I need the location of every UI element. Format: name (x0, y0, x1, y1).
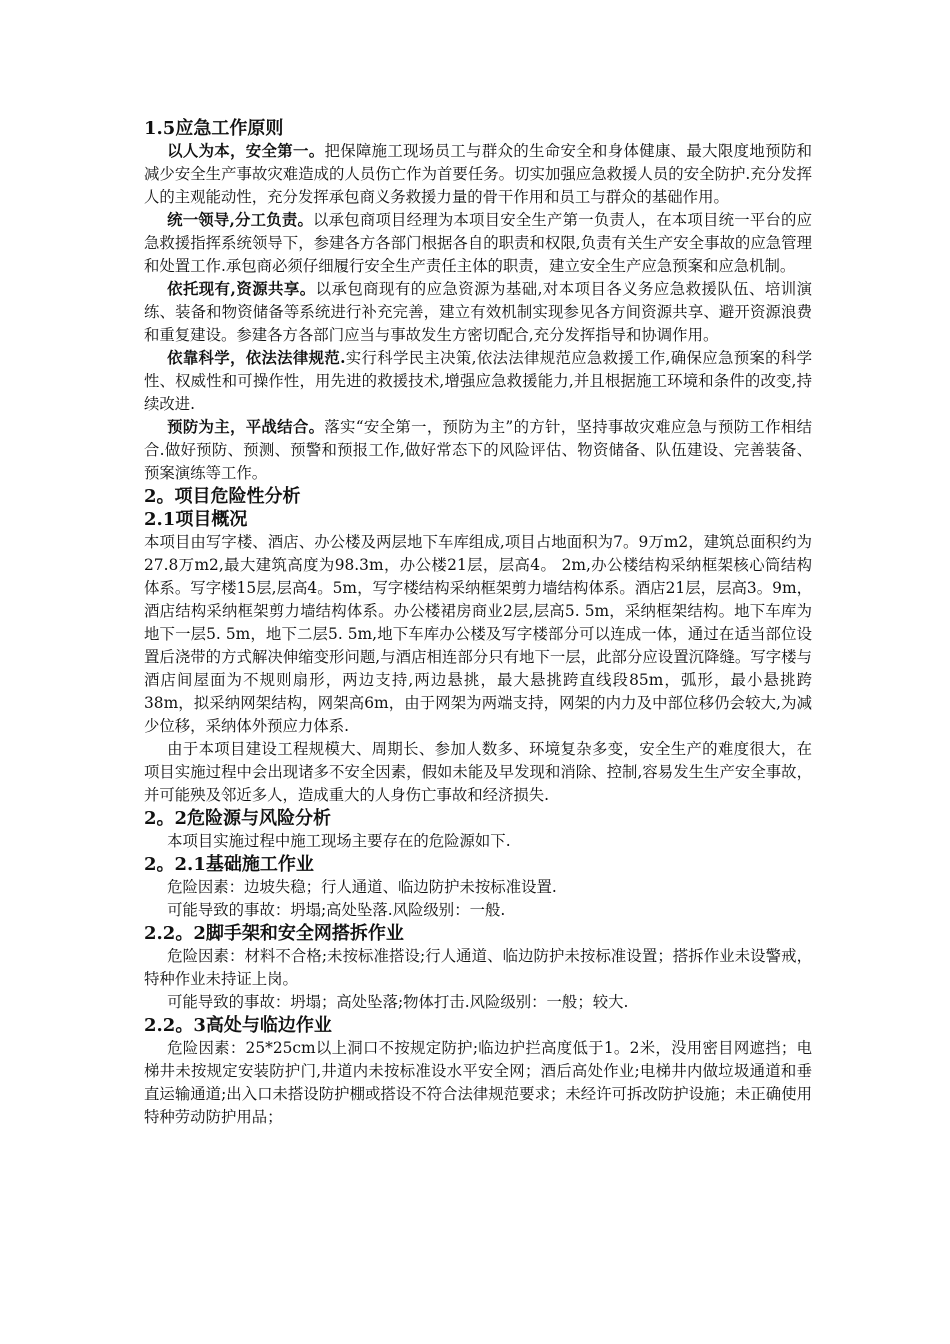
paragraph (144, 140, 812, 209)
section-heading: 2.2。3高处与临边作业 (144, 1015, 332, 1036)
paragraph (144, 830, 812, 853)
paragraph (144, 899, 812, 922)
paragraph-text: 可能导致的事故：坍塌;高处坠落.风险级别：一般. (167, 901, 506, 919)
paragraph (144, 991, 812, 1014)
paragraph (144, 278, 812, 347)
paragraph-text: 实行科学民主决策,依法法律规范应急救援工作,确保应急预案的科学性、权威性和可操作性，用先进的救援技术,增强应急救援能力,并且根据施工环境和条件的改变,持续改进. (144, 349, 812, 413)
paragraph (144, 531, 812, 738)
paragraph-text: 危险因素：边坡失稳；行人通道、临边防护未按标准设置. (167, 878, 557, 896)
section-heading: 1.5应急工作原则 (144, 118, 284, 139)
paragraph (144, 876, 812, 899)
paragraph-lead: 依靠科学，依法法律规范. (167, 349, 346, 367)
paragraph-lead: 统一领导,分工负责。 (167, 211, 314, 229)
paragraph-text: 危险因素：25*25cm以上洞口不按规定防护;临边护拦高度低于1。2米，没用密目网遮挡；电梯井未按规定安装防护门,井道内未按标准设水平安全网；酒后高处作业;电梯井内做垃圾通道和垂直运输通道;出入口未搭设防护棚或搭设不符合法律规范要求；未经许可拆改防护设施；未正确使用特种劳动防护用品； (144, 1039, 812, 1126)
paragraph-lead: 依托现有,资源共享。 (167, 280, 316, 298)
section-heading: 2.1项目概况 (144, 509, 248, 530)
paragraph-text: 危险因素：材料不合格;未按标准搭设;行人通道、临边防护未按标准设置；搭拆作业未设警戒，特种作业未持证上岗。 (144, 947, 812, 988)
section-heading: 2。2危险源与风险分析 (144, 808, 332, 829)
paragraph-lead: 预防为主，平战结合。 (167, 418, 325, 436)
section-heading: 2.2。2脚手架和安全网搭拆作业 (144, 923, 404, 944)
paragraph (144, 416, 812, 485)
paragraph-text: 以承包商项目经理为本项目安全生产第一负责人，在本项目统一平台的应急救援指挥系统领导下，参建各方各部门根据各自的职责和权限,负责有关生产安全事故的应急管理和处置工作.承包商必须仔细履行安全生产责任主体的职责，建立安全生产应急预案和应急机制。 (144, 211, 812, 275)
section-heading: 2。项目危险性分析 (144, 486, 301, 507)
paragraph (144, 347, 812, 416)
paragraph (144, 738, 812, 807)
section-heading: 2。2.1基础施工作业 (144, 854, 314, 875)
paragraph-text: 以承包商现有的应急资源为基础,对本项目各义务应急救援队伍、培训演练、装备和物资储备等系统进行补充完善，建立有效机制实现参见各方间资源共享、避开资源浪费和重复建设。参建各方各部门应当与事故发生方密切配合,充分发挥指导和协调作用。 (144, 280, 812, 344)
paragraph-text: 由于本项目建设工程规模大、周期长、参加人数多、环境复杂多变，安全生产的难度很大，在项目实施过程中会出现诸多不安全因素，假如未能及早发现和消除、控制,容易发生生产安全事故，并可能殃及邻近多人，造成重大的人身伤亡事故和经济损失. (144, 740, 812, 804)
document-page (144, 117, 812, 1129)
paragraph (144, 209, 812, 278)
paragraph-text: 落实“安全第一，预防为主”的方针，坚持事故灾难应急与预防工作相结合.做好预防、预测、预警和预报工作,做好常态下的风险评估、物资储备、队伍建设、完善装备、预案演练等工作。 (144, 418, 812, 482)
paragraph-text: 可能导致的事故：坍塌；高处坠落;物体打击.风险级别：一般；较大. (167, 993, 629, 1011)
paragraph-text: 本项目实施过程中施工现场主要存在的危险源如下. (167, 832, 511, 850)
paragraph (144, 1037, 812, 1129)
paragraph-text: 把保障施工现场员工与群众的生命安全和身体健康、最大限度地预防和减少安全生产事故灾难造成的人员伤亡作为首要任务。切实加强应急救援人员的安全防护.充分发挥人的主观能动性，充分发挥承包商义务救援力量的骨干作用和员工与群众的基础作用。 (144, 142, 812, 206)
paragraph (144, 945, 812, 991)
paragraph-text: 本项目由写字楼、酒店、办公楼及两层地下车库组成,项目占地面积为7。9万m2，建筑总面积约为27.8万m2,最大建筑高度为98.3m，办公楼21层，层高4。 2m,办公楼结构采纳框架核心筒结构体系。写字楼15层,层高4。5m，写字楼结构采纳框架剪力墙结构体系。酒店21层，层高3。9m，酒店结构采纳框架剪力墙结构体系。办公楼裙房商业2层,层高5. 5m，采纳框架结构。地下车库为地下一层5. 5m，地下二层5. 5m,地下车库办公楼及写字楼部分可以连成一体，通过在适当部位设置后浇带的方式解决伸缩变形问题,与酒店相连部分只有地下一层，此部分应设置沉降缝。写字楼与酒店间屋面为不规则扇形，两边支持,两边悬挑，最大悬挑跨直线段85m，弧形，最小悬挑跨38m，拟采纳网架结构，网架高6m，由于网架为两端支持，网架的内力及中部位移仍会较大,为减少位移，采纳体外预应力体系. (144, 533, 812, 735)
paragraph-lead: 以人为本，安全第一。 (167, 142, 325, 160)
